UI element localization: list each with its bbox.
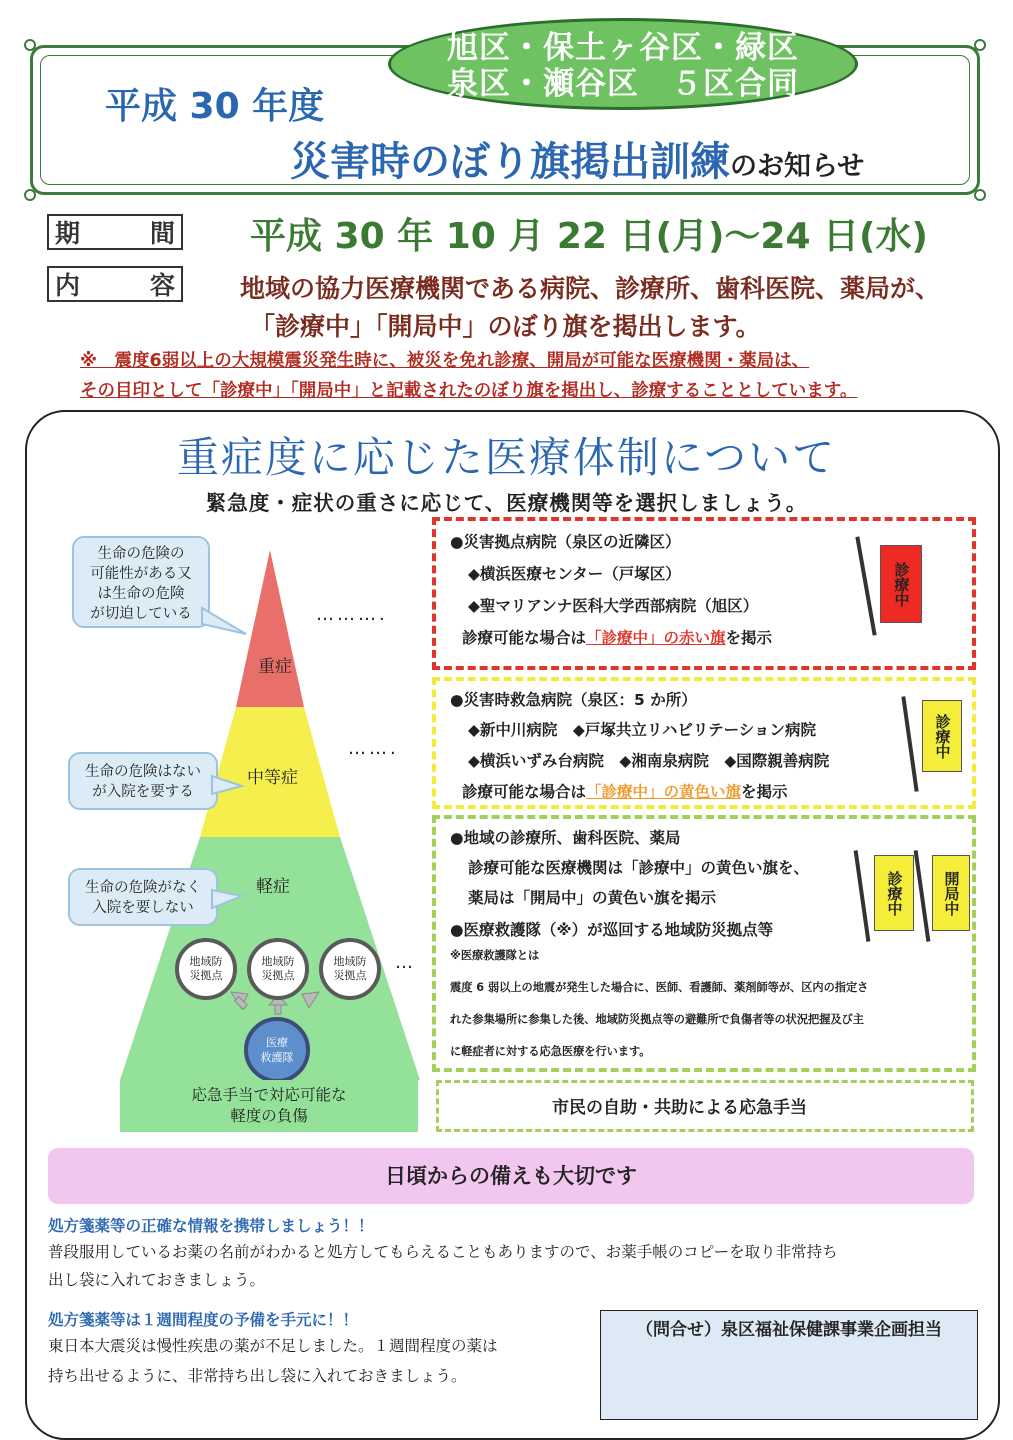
bubble-text: 入院を要しない [92, 900, 194, 916]
base-line-1: 応急手当で対応可能な [191, 1086, 347, 1104]
bubble-tail [210, 886, 250, 916]
frame-corner [974, 39, 986, 51]
level-severe: 重症 [258, 657, 292, 677]
flag-text: 診療中 [892, 561, 911, 607]
green-box-small-head: ※医療救護隊とは [450, 949, 540, 962]
note-post: を掲示 [725, 629, 773, 647]
period-value: 平成 30 年 10 月 22 日(月)～24 日(水) [250, 216, 928, 257]
period-label [47, 214, 183, 250]
red-box-title: ●災害拠点病院（泉区の近隣区） [450, 533, 681, 551]
note-pre: 診療可能な場合は [462, 783, 587, 801]
wards-oval [388, 18, 858, 110]
pyramid-base [120, 1080, 418, 1132]
section-title: 重症度に応じた医療体制について [176, 433, 837, 482]
tip-text: 東日本大震災は慢性疾患の薬が不足しました。１週間程度の薬は [48, 1337, 498, 1355]
leader-dots: … [395, 952, 416, 973]
main-title [290, 130, 864, 187]
main-title-suffix: のお知らせ [730, 151, 865, 182]
frame-corner [24, 39, 36, 51]
severity-pyramid [110, 550, 430, 1090]
moderate-bubble [68, 752, 218, 810]
preparation-banner: 日頃からの備えも大切です [48, 1148, 974, 1204]
bubble-text: が切迫している [90, 606, 192, 622]
tip-heading: 処方箋薬等の正確な情報を携帯しましょう！！ [48, 1217, 374, 1235]
content-label-b: 容 [149, 271, 175, 300]
bubble-text: は生命の危険 [97, 586, 185, 602]
note-line-2: その目印として「診療中」「開局中」と記載されたのぼり旗を掲出し、診療することとしています。 [80, 381, 858, 401]
disaster-base-circle [319, 938, 381, 1000]
red-box-item: ◆横浜医療センター（戸塚区） [468, 565, 681, 583]
green-box-title-2: ●医療救護隊（※）が巡回する地域防災拠点等 [450, 921, 774, 939]
content-line-1: 地域の協力医療機関である病院、診療所、歯科医院、薬局が、 [240, 274, 941, 303]
circle-text: 災拠点 [333, 969, 367, 982]
base-line-2: 軽度の負傷 [230, 1107, 308, 1125]
circle-text: 地域防 [333, 955, 367, 968]
green-box-small: れた参集場所に参集した後、地域防災拠点等の避難所で負傷者等の状況把握及び主 [450, 1013, 864, 1026]
circle-text: 地域防 [189, 955, 223, 968]
flag-text: 開局中 [942, 870, 961, 916]
disaster-note [80, 346, 960, 406]
period-label-b: 間 [149, 219, 175, 248]
period-label-a: 期 [55, 219, 81, 248]
wards-line-1: 旭区・保土ヶ谷区・緑区 [447, 30, 799, 66]
tip-text: 普段服用しているお薬の名前がわかると処方してもらえることもありますので、お薬手帳のコピーを取り非常持ち [48, 1243, 838, 1261]
note-line-1: ※ 震度6弱以上の大規模震災発生時に、被災を免れ診療、開局が可能な医療機関・薬局は、 [80, 351, 810, 371]
green-box-title: ●地域の診療所、歯科医院、薬局 [450, 829, 681, 847]
level-mild: 軽症 [256, 877, 290, 897]
content-text [240, 270, 940, 346]
open-flag-icon [932, 855, 970, 931]
yellow-flag-highlight: 「診療中」の黄色い旗 [586, 783, 742, 801]
bubble-text: が入院を要する [92, 784, 194, 800]
leader-dots: ………. [316, 604, 388, 625]
bubble-tail [200, 600, 260, 640]
severe-bubble [72, 536, 210, 628]
yellow-flag-icon [922, 700, 962, 772]
medical-team-circle [244, 1017, 310, 1083]
team-text: 救護隊 [260, 1051, 294, 1064]
arrow-shaft [275, 1005, 281, 1014]
red-flag-highlight: 「診療中」の赤い旗 [586, 629, 726, 647]
green-box-small: に軽症者に対する応急医療を行います。 [450, 1045, 651, 1058]
circle-text: 地域防 [261, 955, 295, 968]
flag-text: 診療中 [885, 870, 904, 916]
green-box-small: 震度 6 弱以上の地震が発生した場合に、医師、看護師、薬剤師等が、区内の指定さ [450, 981, 869, 994]
flag-text: 診療中 [933, 713, 952, 759]
yellow-box-row: ◆新中川病院 ◆戸塚共立リハビリテーション病院 [468, 721, 816, 739]
yellow-box-note [462, 780, 788, 802]
yellow-flag-icon [874, 855, 914, 931]
tip-text: 持ち出せるように、非常持ち出し袋に入れておきましょう。 [48, 1367, 467, 1385]
tip-heading: 処方箋薬等は１週間程度の予備を手元に！！ [48, 1311, 359, 1329]
frame-corner [24, 189, 36, 201]
note-pre: 診療可能な場合は [462, 629, 587, 647]
green-box-line: 診療可能な医療機関は「診療中」の黄色い旗を、 [468, 859, 810, 877]
bubble-text: 生命の危険はない [85, 764, 201, 780]
note-post: を掲示 [741, 783, 788, 801]
bubble-tail [210, 772, 250, 802]
level-moderate: 中等症 [247, 768, 298, 788]
contact-box: （問合せ）泉区福祉保健課事業企画担当 [600, 1310, 978, 1420]
yellow-box-row: ◆横浜いずみ台病院 ◆湘南泉病院 ◆国際親善病院 [468, 752, 830, 770]
yellow-box-title: ●災害時救急病院（泉区：5 か所） [450, 691, 697, 709]
red-box-note [462, 626, 772, 648]
green-box-line: 薬局は「開局中」の黄色い旗を掲示 [468, 889, 717, 907]
disaster-base-circle [175, 938, 237, 1000]
tip-text: 出し袋に入れておきましょう。 [48, 1271, 266, 1289]
red-box-item: ◆聖マリアンナ医科大学西部病院（旭区） [468, 597, 759, 615]
bubble-text: 生命の危険がなく [85, 880, 201, 896]
bubble-text: 可能性がある又 [90, 566, 192, 582]
team-text: 医療 [266, 1036, 288, 1049]
disaster-base-circle [247, 938, 309, 1000]
circle-text: 災拠点 [261, 969, 295, 982]
circle-text: 災拠点 [189, 969, 223, 982]
mild-bubble [68, 868, 218, 926]
content-line-2: 「診療中」「開局中」のぼり旗を掲出します。 [250, 312, 761, 341]
bubble-text: 生命の危険の [97, 546, 185, 562]
wards-line-2: 泉区・瀬谷区 ５区合同 [447, 66, 799, 102]
main-title-text: 災害時のぼり旗掲出訓練 [290, 139, 730, 185]
frame-corner [974, 189, 986, 201]
year-title: 平成 30 年度 [105, 86, 325, 127]
section-subtitle: 緊急度・症状の重さに応じて、医療機関等を選択しましょう。 [205, 491, 808, 515]
content-label-a: 内 [55, 271, 81, 300]
red-flag-icon [880, 545, 922, 623]
self-help-text: 市民の自助・共助による応急手当 [552, 1098, 807, 1118]
content-label [47, 266, 183, 302]
leader-dots: ……. [348, 738, 399, 759]
